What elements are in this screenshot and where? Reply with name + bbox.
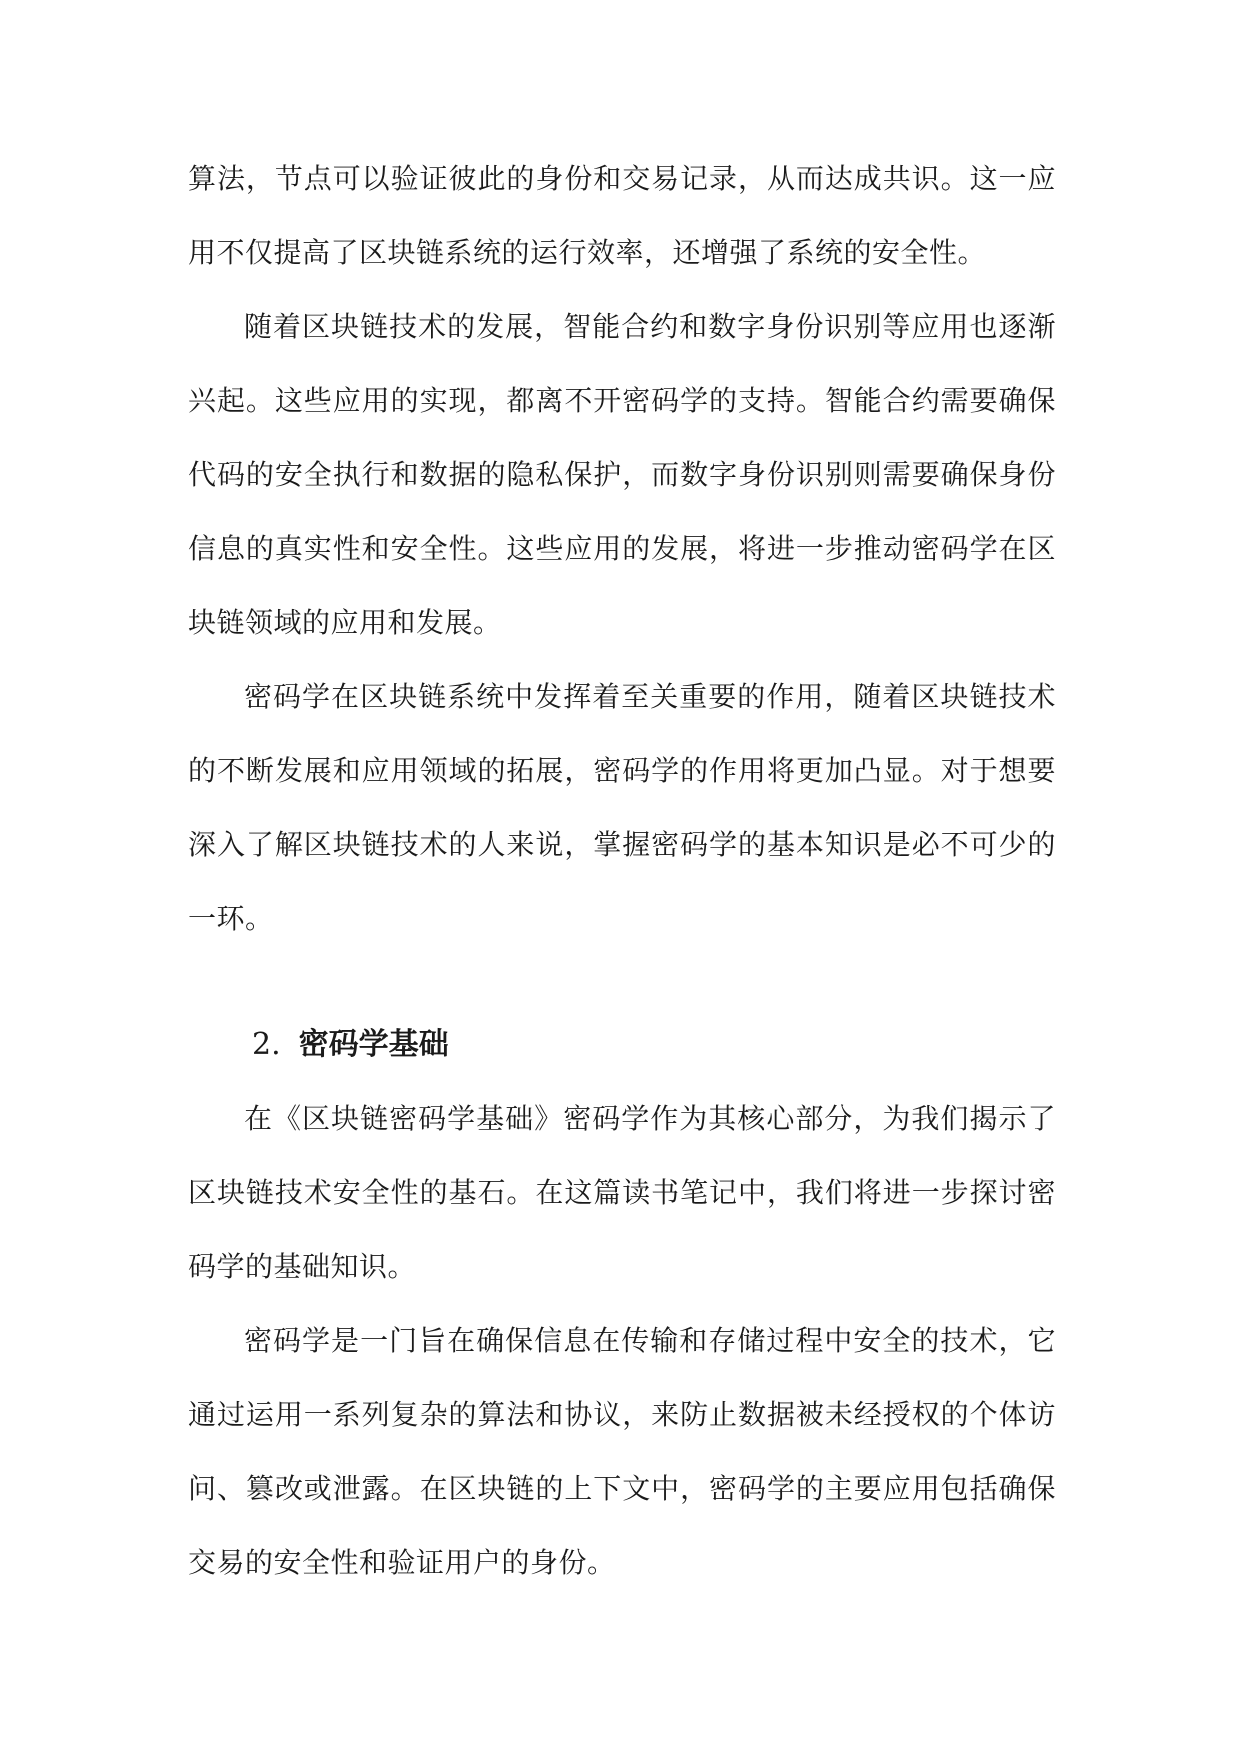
paragraph-crypto-definition: 密码学是一门旨在确保信息在传输和存储过程中安全的技术，它通过运用一系列复杂的算法和协议，来防止数据被未经授权的个体访问、篡改或泄露。在区块链的上下文中，密码学的主要应用包括确保交易的安全性和验证用户的身份。: [188, 1324, 1056, 1579]
paragraph-continuation: 算法，节点可以验证彼此的身份和交易记录，从而达成共识。这一应用不仅提高了区块链系统的运行效率，还增强了系统的安全性。: [188, 162, 1056, 269]
section-number: 2.: [252, 1027, 281, 1062]
page-content: [188, 142, 1056, 1600]
paragraph-smart-contracts: 随着区块链技术的发展，智能合约和数字身份识别等应用也逐渐兴起。这些应用的实现，都离不开密码学的支持。智能合约需要确保代码的安全执行和数据的隐私保护，而数字身份识别则需要确保身份信息的真实性和安全性。这些应用的发展，将进一步推动密码学在区块链领域的应用和发展。: [188, 310, 1056, 639]
section-heading: [188, 1008, 1056, 1082]
paragraph-book-intro: 在《区块链密码学基础》密码学作为其核心部分，为我们揭示了区块链技术安全性的基石。在这篇读书笔记中，我们将进一步探讨密码学的基础知识。: [188, 1102, 1056, 1283]
section-title: 密码学基础: [298, 1027, 449, 1062]
paragraph-crypto-role: 密码学在区块链系统中发挥着至关重要的作用，随着区块链技术的不断发展和应用领域的拓展，密码学的作用将更加凸显。对于想要深入了解区块链技术的人来说，掌握密码学的基本知识是必不可少的一环。: [188, 680, 1056, 935]
